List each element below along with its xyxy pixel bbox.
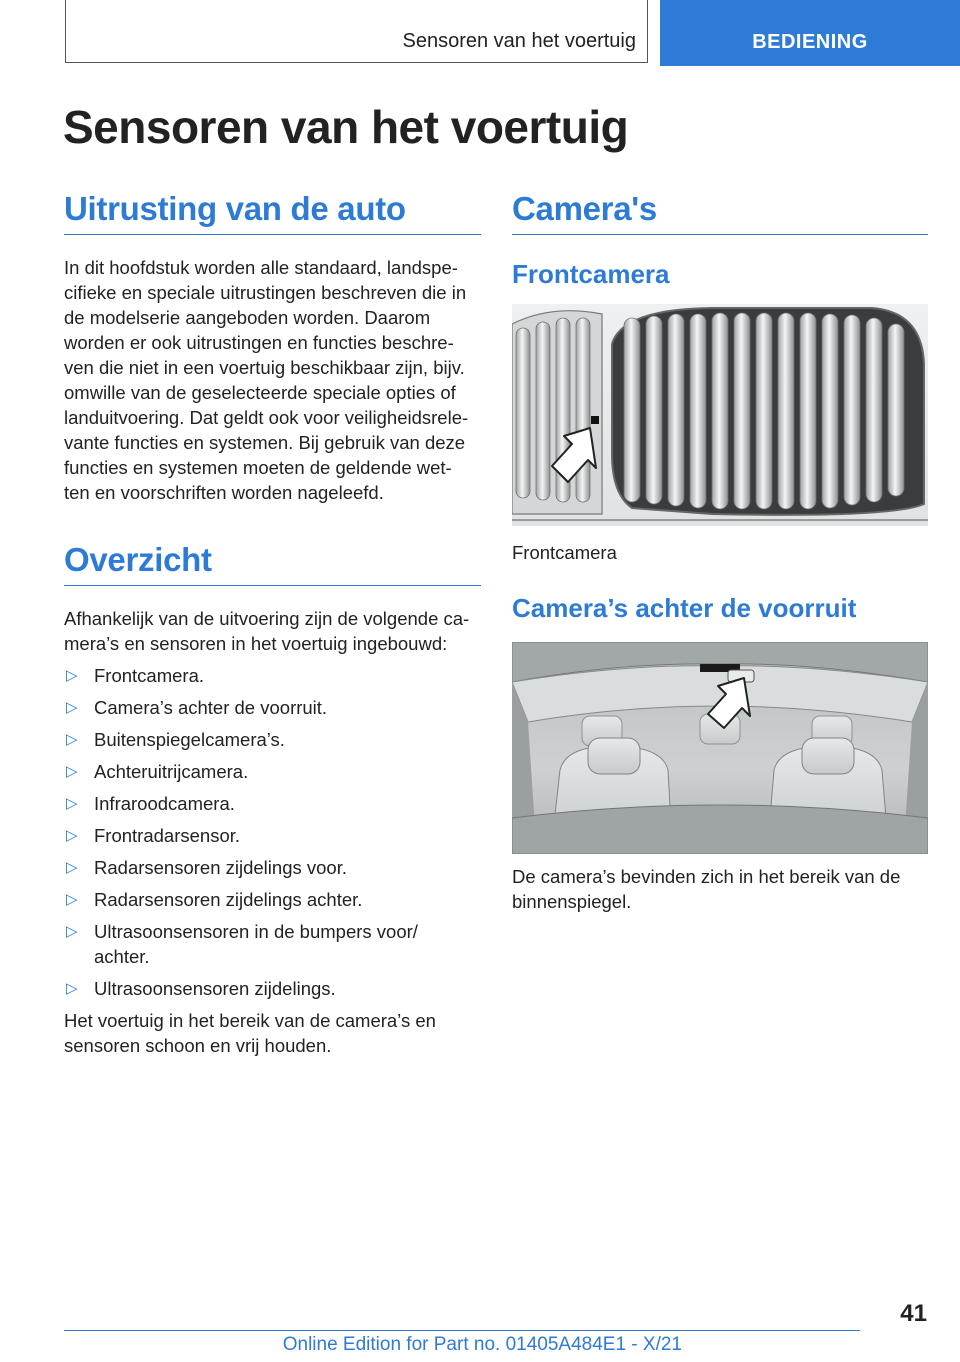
list-item: ▷ Infraroodcamera.	[66, 793, 235, 814]
bullet-triangle-icon: ▷	[66, 763, 78, 780]
right-column	[512, 190, 928, 914]
heading-equipment: Uitrusting van de auto	[64, 190, 481, 235]
equipment-line: worden er ook uitrustingen en functies beschre-	[64, 332, 454, 353]
list-item: ▷ Radarsensoren zijdelings achter.	[66, 889, 363, 910]
equipment-line: omwille van de geselecteerde speciale opties of	[64, 382, 456, 403]
bullet-triangle-icon: ▷	[66, 699, 78, 716]
heading-overview: Overzicht	[64, 541, 481, 586]
header-chapter-tab[interactable]: BEDIENING	[660, 0, 960, 66]
equipment-line: ven die niet in een voertuig beschikbaar zijn, bijv.	[64, 357, 465, 378]
left-column	[64, 190, 481, 1058]
closing-paragraph	[64, 1008, 481, 1058]
bullet-triangle-icon: ▷	[66, 859, 78, 876]
bullet-triangle-icon: ▷	[66, 827, 78, 844]
overview-line: mera’s en sensoren in het voertuig ingebouwd:	[64, 633, 448, 654]
list-item: ▷ Buitenspiegelcamera’s.	[66, 729, 285, 750]
bullet-triangle-icon: ▷	[66, 667, 78, 684]
list-item: ▷ Radarsensoren zijdelings voor.	[66, 857, 347, 878]
heading-frontcamera: Frontcamera	[512, 259, 670, 289]
equipment-line: cifieke en speciale uitrustingen beschreven die in	[64, 282, 467, 303]
equipment-line: de modelserie aangeboden worden. Daarom	[64, 307, 431, 328]
closing-line: Het voertuig in het bereik van de camera’s en	[64, 1010, 436, 1031]
front-caption: Frontcamera	[512, 542, 617, 563]
equipment-line: ten en voorschriften worden nageleefd.	[64, 482, 384, 503]
bullet-triangle-icon: ▷	[66, 980, 78, 997]
bullet-triangle-icon: ▷	[66, 923, 78, 940]
list-item: ▷ Ultrasoonsensoren in de bumpers voor/ achter.	[66, 921, 418, 967]
windshield-camera-illustration	[512, 642, 928, 854]
list-item: ▷ Camera’s achter de voorruit.	[66, 697, 328, 718]
bullet-triangle-icon: ▷	[66, 891, 78, 908]
bullet-triangle-icon: ▷	[66, 731, 78, 748]
equipment-line: vante functies en systemen. Bij gebruik van deze	[64, 432, 466, 453]
sensor-list	[64, 663, 481, 1001]
overview-line: Afhankelijk van de uitvoering zijn de volgende ca-	[64, 608, 470, 629]
list-item: ▷ Ultrasoonsensoren zijdelings.	[66, 978, 336, 999]
equipment-line: In dit hoofdstuk worden alle standaard, landspe-	[64, 257, 458, 278]
equipment-line: functies en systemen moeten de geldende wet-	[64, 457, 452, 478]
closing-line: sensoren schoon en vrij houden.	[64, 1035, 332, 1056]
overview-paragraph	[64, 606, 481, 656]
windshield-caption: De camera’s bevinden zich in het bereik van de binnenspiegel.	[512, 866, 901, 912]
list-item: ▷ Frontcamera.	[66, 665, 205, 686]
header-section-title: Sensoren van het voertuig	[402, 30, 636, 52]
page-title: Sensoren van het voertuig	[63, 101, 629, 153]
page-number: 41	[900, 1300, 927, 1327]
footer-edition: Online Edition for Part no. 01405A484E1 - X/21	[282, 1334, 682, 1355]
heading-cameras: Camera's	[512, 190, 928, 235]
footer-divider	[64, 1330, 860, 1331]
equipment-paragraph	[64, 255, 481, 505]
equipment-line: landuitvoering. Dat geldt ook voor veiligheidsrele-	[64, 407, 469, 428]
bullet-triangle-icon: ▷	[66, 795, 78, 812]
list-item: ▷ Achteruitrijcamera.	[66, 761, 249, 782]
heading-windshield-cameras: Camera’s achter de voorruit	[512, 593, 857, 623]
list-item: ▷ Frontradarsensor.	[66, 825, 241, 846]
front-grille-illustration	[512, 304, 928, 526]
